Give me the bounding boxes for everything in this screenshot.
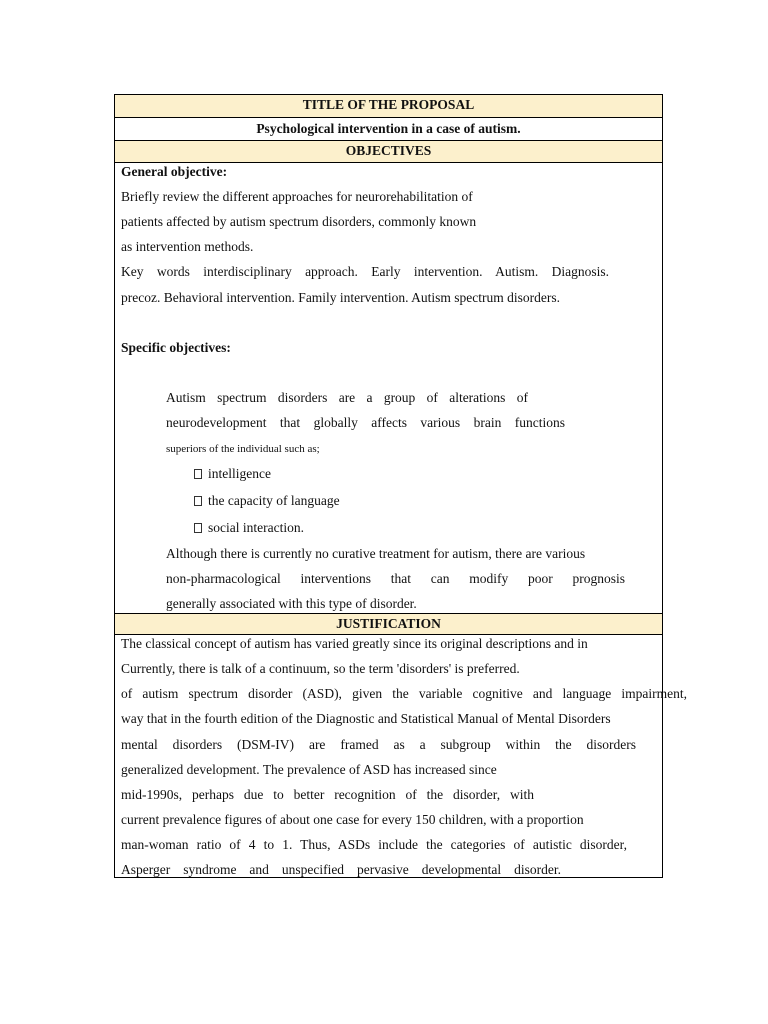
justification-header: JUSTIFICATION <box>115 613 662 634</box>
bullet-item <box>194 492 340 510</box>
bullet-item <box>194 465 271 483</box>
justification-line: generalized development. The prevalence of ASD has increased since <box>121 762 497 777</box>
proposal-title: Psychological intervention in a case of autism. <box>115 117 662 140</box>
justification-line: way that in the fourth edition of the Diagnostic and Statistical Manual of Mental Disorders <box>121 711 611 726</box>
bullet-text: the capacity of language <box>208 493 340 508</box>
bullet-box-icon <box>194 469 202 479</box>
justification-line: The classical concept of autism has varied greatly since its original descriptions and in <box>121 636 588 651</box>
objectives-header: OBJECTIVES <box>115 140 662 162</box>
bullet-item <box>194 519 304 537</box>
closing-line: non-pharmacological interventions that can modify poor prognosis <box>166 571 625 586</box>
general-objective-line: patients affected by autism spectrum disorders, commonly known <box>121 214 477 229</box>
specific-objectives-label: Specific objectives: <box>121 340 231 355</box>
justification-line: Currently, there is talk of a continuum, so the term 'disorders' is preferred. <box>121 661 520 676</box>
keywords-line: precoz. Behavioral intervention. Family intervention. Autism spectrum disorders. <box>121 290 561 305</box>
justification-line: Asperger syndrome and unspecified pervasive developmental disorder. <box>121 862 561 877</box>
bullet-box-icon <box>194 496 202 506</box>
closing-line: generally associated with this type of disorder. <box>166 596 417 611</box>
justification-line: mental disorders (DSM-IV) are framed as a subgroup within the disorders <box>121 737 636 752</box>
keywords-line: Key words interdisciplinary approach. Early intervention. Autism. Diagnosis. <box>121 264 609 279</box>
objectives-cell <box>115 162 662 613</box>
justification-line: man-woman ratio of 4 to 1. Thus, ASDs include the categories of autistic disorder, <box>121 837 627 852</box>
justification-cell <box>115 634 687 878</box>
general-objective-line: Briefly review the different approaches for neurorehabilitation of <box>121 189 473 204</box>
general-objective-line: as intervention methods. <box>121 239 254 254</box>
bullet-box-icon <box>194 523 202 533</box>
bullet-text: intelligence <box>208 466 271 481</box>
justification-line: current prevalence figures of about one case for every 150 children, with a proportion <box>121 812 584 827</box>
specific-objective-line: Autism spectrum disorders are a group of alterations of <box>166 390 528 405</box>
justification-line: mid-1990s, perhaps due to better recognition of the disorder, with <box>121 787 534 802</box>
title-header: TITLE OF THE PROPOSAL <box>115 95 662 117</box>
closing-line: Although there is currently no curative treatment for autism, there are various <box>166 546 586 561</box>
bullet-text: social interaction. <box>208 520 304 535</box>
proposal-table <box>114 94 687 878</box>
specific-objective-line: neurodevelopment that globally affects various brain functions <box>166 415 565 430</box>
specific-objective-line: superiors of the individual such as; <box>166 443 320 455</box>
justification-line: of autism spectrum disorder (ASD), given the variable cognitive and language impairment, <box>121 686 687 701</box>
general-objective-label: General objective: <box>121 164 228 179</box>
